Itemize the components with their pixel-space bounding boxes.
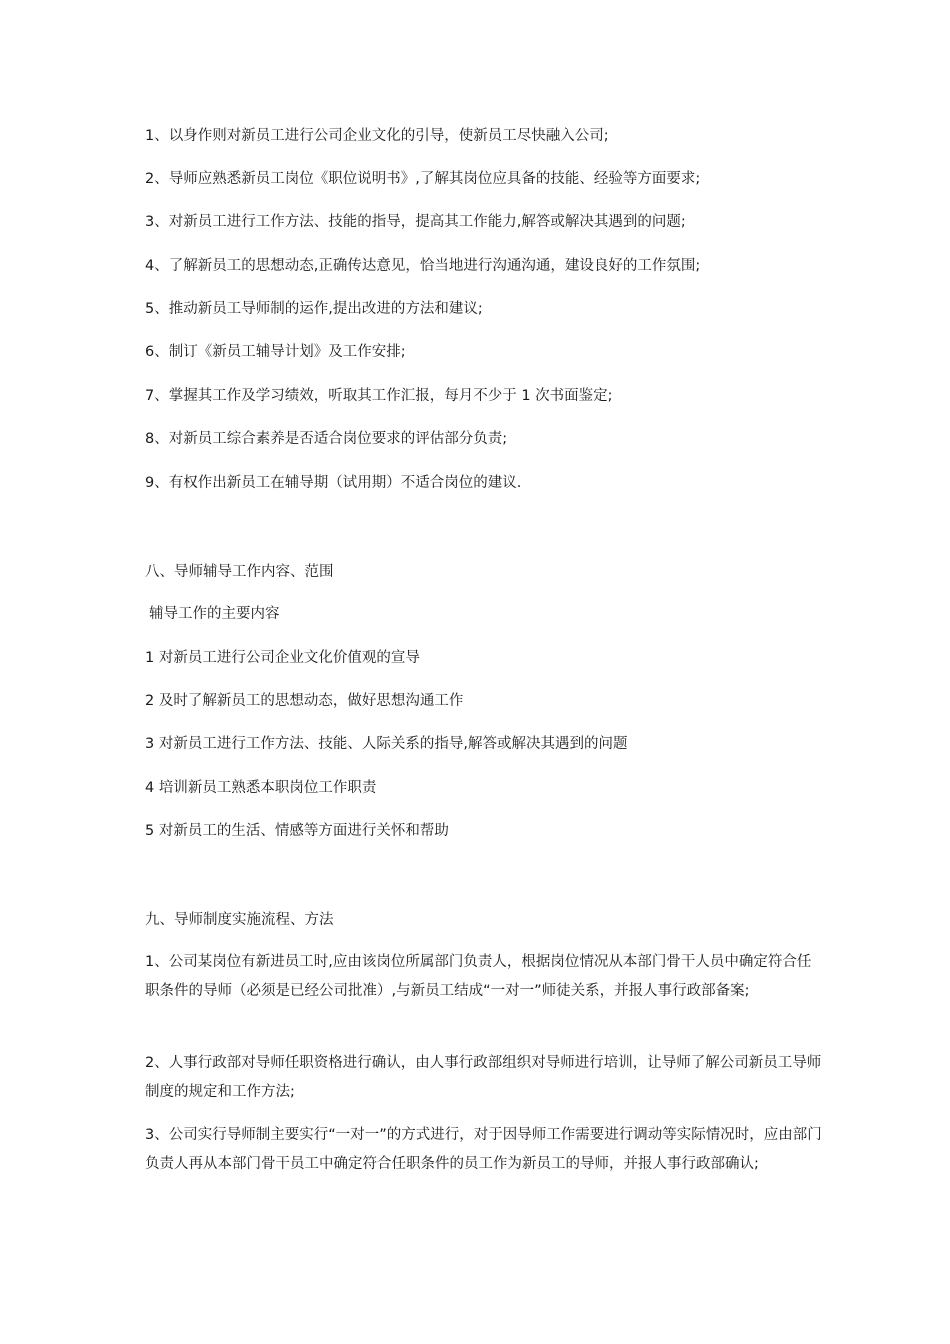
section9-paragraph-1: 1、公司某岗位有新进员工时,应由该岗位所属部门负责人，根据岗位情况从本部门骨干人员中确定符合任职条件的导师（必须是已经公司批准）,与新员工结成“一对一”师徒关系，并报人事行政部备案;	[145, 954, 812, 999]
duty-item-7: 7、掌握其工作及学习绩效，听取其工作汇报，每月不少于 1 次书面鉴定;	[145, 388, 613, 404]
duty-item-4: 4、了解新员工的思想动态,正确传达意见，恰当地进行沟通沟通，建设良好的工作氛围;	[145, 258, 701, 274]
section9-paragraph-2: 2、人事行政部对导师任职资格进行确认，由人事行政部组织对导师进行培训，让导师了解公司新员工导师制度的规定和工作方法;	[145, 1055, 822, 1100]
duty-item-3: 3、对新员工进行工作方法、技能的指导，提高其工作能力,解答或解决其遇到的问题;	[145, 214, 686, 230]
section8-item-5: 5 对新员工的生活、情感等方面进行关怀和帮助	[145, 823, 449, 839]
duty-item-2: 2、导师应熟悉新员工岗位《职位说明书》,了解其岗位应具备的技能、经验等方面要求;	[145, 171, 701, 187]
section9-heading: 九、导师制度实施流程、方法	[145, 912, 334, 928]
section8-subheading: 辅导工作的主要内容	[149, 606, 280, 622]
section8-item-3: 3 对新员工进行工作方法、技能、人际关系的指导,解答或解决其遇到的问题	[145, 736, 628, 752]
section8-item-2: 2 及时了解新员工的思想动态，做好思想沟通工作	[145, 693, 464, 709]
duty-item-8: 8、对新员工综合素养是否适合岗位要求的评估部分负责;	[145, 431, 508, 447]
section9-paragraph-3: 3、公司实行导师制主要实行“一对一”的方式进行，对于因导师工作需要进行调动等实际情况时，应由部门负责人再从本部门骨干员工中确定符合任职条件的员工作为新员工的导师，并报人事行政部确认;	[145, 1127, 822, 1172]
section8-item-1: 1 对新员工进行公司企业文化价值观的宣导	[145, 650, 420, 666]
duty-item-9: 9、有权作出新员工在辅导期（试用期）不适合岗位的建议.	[145, 475, 522, 491]
section8-heading: 八、导师辅导工作内容、范围	[145, 564, 334, 580]
duty-item-5: 5、推动新员工导师制的运作,提出改进的方法和建议;	[145, 301, 483, 317]
section8-item-4: 4 培训新员工熟悉本职岗位工作职责	[145, 780, 377, 796]
duty-item-1: 1、以身作则对新员工进行公司企业文化的引导，使新员工尽快融入公司;	[145, 128, 609, 144]
duty-item-6: 6、制订《新员工辅导计划》及工作安排;	[145, 344, 406, 360]
